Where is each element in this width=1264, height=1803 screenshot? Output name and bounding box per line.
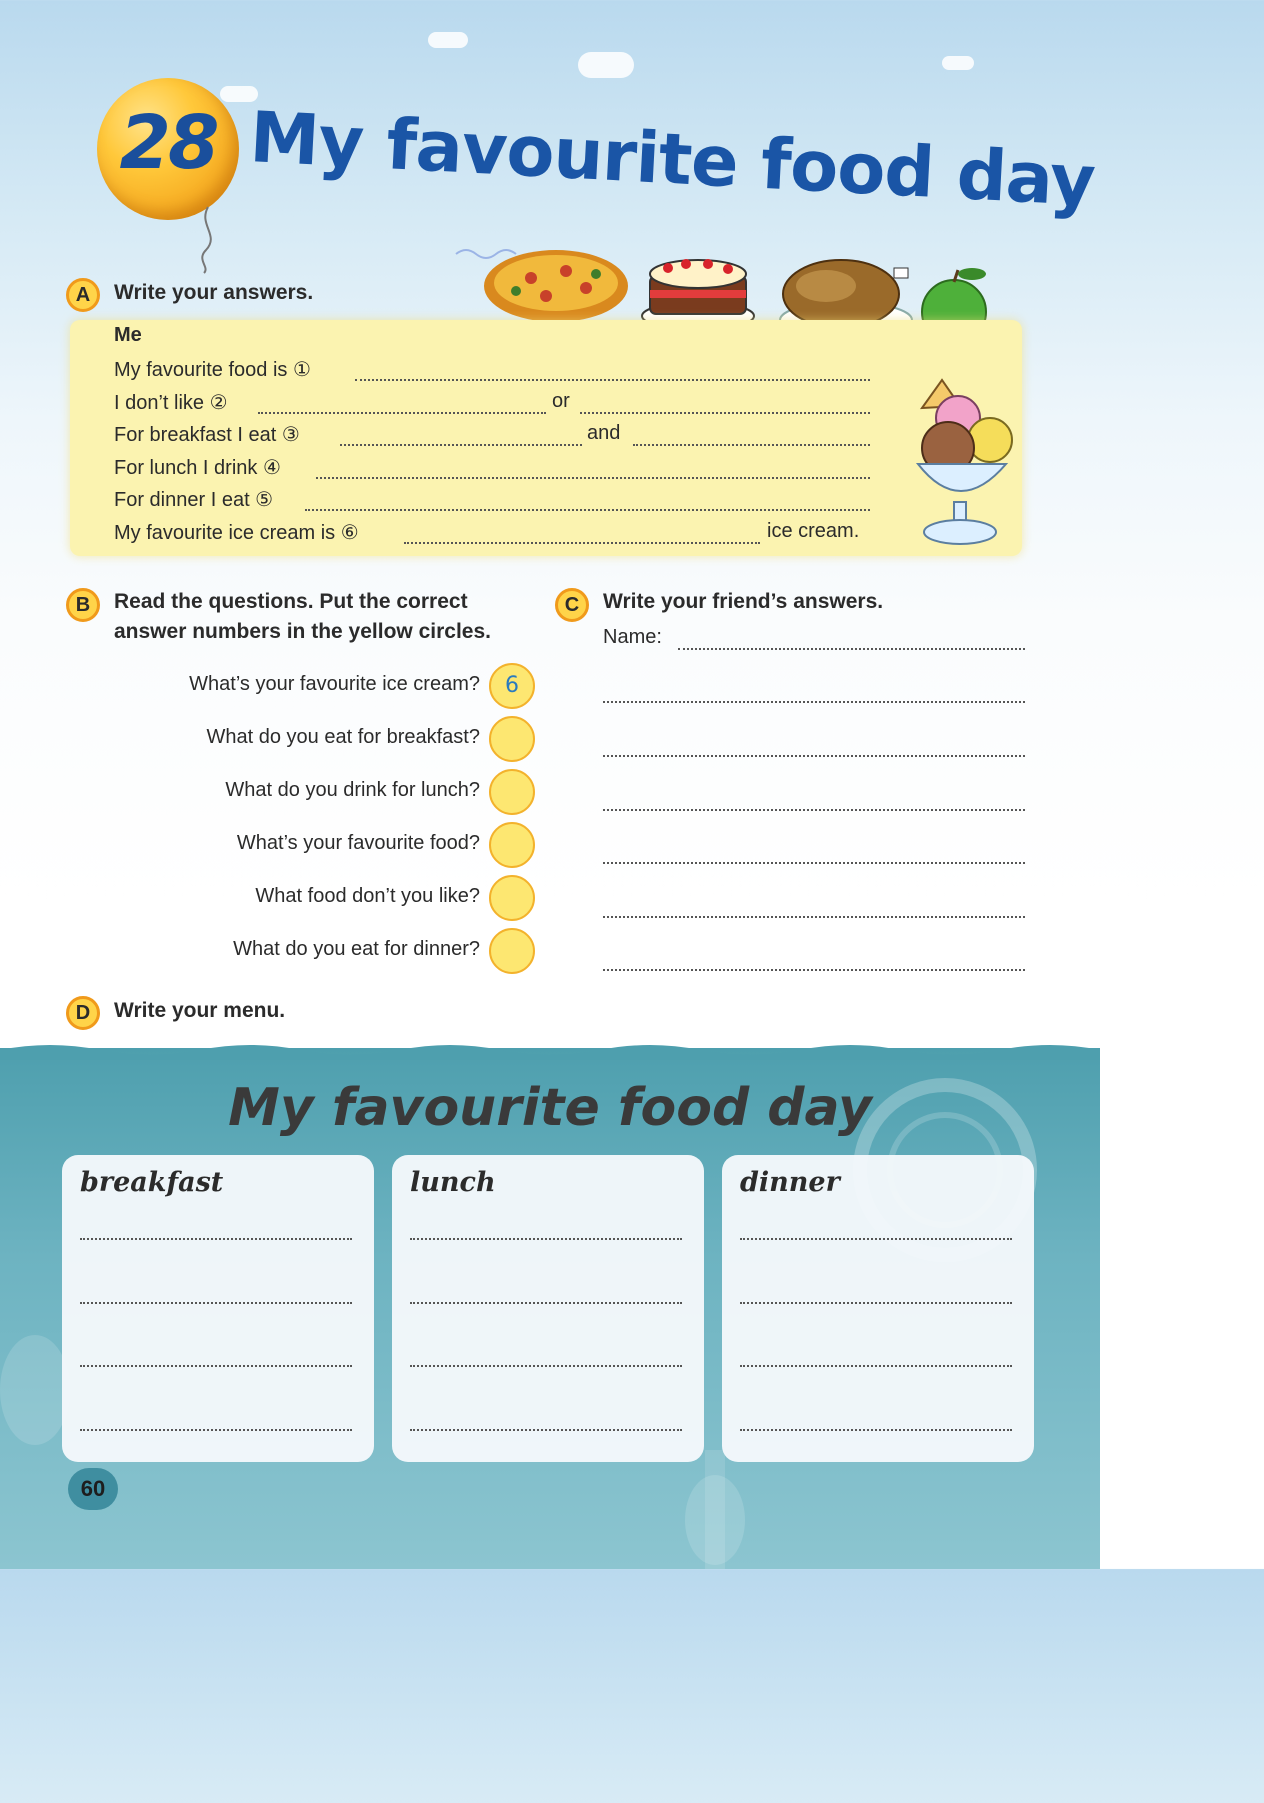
- answer-circle-3[interactable]: [489, 769, 535, 815]
- me-heading: Me: [114, 324, 142, 346]
- question-1: What’s your favourite ice cream?: [189, 673, 480, 695]
- menu-card-label: lunch: [410, 1167, 496, 1198]
- answer-circle-6[interactable]: [489, 928, 535, 974]
- menu-line[interactable]: [740, 1429, 1012, 1431]
- answer-circle-1-value: 6: [505, 673, 519, 698]
- menu-line[interactable]: [410, 1429, 682, 1431]
- name-label: Name:: [603, 626, 662, 648]
- answer-line-3-label: For breakfast I eat ③: [114, 424, 300, 446]
- question-2: What do you eat for breakfast?: [206, 726, 480, 748]
- menu-line[interactable]: [80, 1238, 352, 1240]
- answer-field-3b[interactable]: [633, 444, 870, 446]
- friend-answer-line[interactable]: [603, 809, 1025, 811]
- answer-line-2-label: I don’t like ②: [114, 392, 228, 414]
- menu-line[interactable]: [740, 1365, 1012, 1367]
- unit-number: 28: [119, 100, 217, 186]
- answer-field-5[interactable]: [305, 509, 870, 511]
- balloon-string: [190, 205, 230, 275]
- friend-answer-line[interactable]: [603, 755, 1025, 757]
- answer-line-6-suffix: ice cream.: [767, 520, 860, 542]
- menu-line[interactable]: [80, 1302, 352, 1304]
- question-5: What food don’t you like?: [255, 885, 480, 907]
- menu-title: My favourite food day: [228, 1078, 872, 1138]
- menu-line[interactable]: [410, 1365, 682, 1367]
- menu-card-label: dinner: [740, 1167, 840, 1198]
- answer-field-2a[interactable]: [258, 412, 546, 414]
- menu-card-dinner: [722, 1155, 1034, 1462]
- answer-field-6[interactable]: [404, 542, 760, 544]
- answer-circle-2[interactable]: [489, 716, 535, 762]
- menu-line[interactable]: [410, 1302, 682, 1304]
- section-a-badge: A: [66, 278, 100, 312]
- answer-circle-5[interactable]: [489, 875, 535, 921]
- section-b-badge: B: [66, 588, 100, 622]
- menu-wavy-edge: [0, 1036, 1100, 1060]
- answer-line-3-and: and: [587, 422, 621, 444]
- section-a-title: Write your answers.: [114, 281, 314, 304]
- question-6: What do you eat for dinner?: [233, 938, 480, 960]
- page-number: 60: [68, 1468, 118, 1510]
- section-b-title-line2: answer numbers in the yellow circles.: [114, 620, 491, 643]
- answer-circle-1[interactable]: [489, 663, 535, 709]
- answer-field-3a[interactable]: [340, 444, 582, 446]
- menu-line[interactable]: [740, 1302, 1012, 1304]
- answer-line-1-label: My favourite food is ①: [114, 359, 311, 381]
- pizza-icon: [484, 250, 628, 322]
- ice-cream-icon: [902, 378, 1020, 556]
- section-b-title-line1: Read the questions. Put the correct: [114, 590, 468, 613]
- friend-answer-line[interactable]: [603, 969, 1025, 971]
- friend-answer-line[interactable]: [603, 916, 1025, 918]
- friend-name-field[interactable]: [678, 648, 1025, 650]
- answer-field-4[interactable]: [316, 477, 870, 479]
- question-3: What do you drink for lunch?: [225, 779, 480, 801]
- menu-line[interactable]: [740, 1238, 1012, 1240]
- friend-answer-line[interactable]: [603, 862, 1025, 864]
- answer-field-1[interactable]: [355, 379, 870, 381]
- friend-answer-line[interactable]: [603, 701, 1025, 703]
- cloud: [578, 52, 634, 78]
- answer-line-4-label: For lunch I drink ④: [114, 457, 281, 479]
- page-title: My favourite food day: [247, 96, 1097, 223]
- section-d-title: Write your menu.: [114, 999, 286, 1022]
- section-d-badge: D: [66, 996, 100, 1030]
- section-c-badge: C: [555, 588, 589, 622]
- menu-line[interactable]: [410, 1238, 682, 1240]
- answer-circle-4[interactable]: [489, 822, 535, 868]
- question-4: What’s your favourite food?: [236, 832, 480, 854]
- answer-line-2-or: or: [552, 390, 570, 412]
- menu-line[interactable]: [80, 1365, 352, 1367]
- cloud: [428, 32, 468, 48]
- menu-card-label: breakfast: [80, 1167, 224, 1198]
- cloud: [942, 56, 974, 70]
- menu-line[interactable]: [80, 1429, 352, 1431]
- answer-line-6-label: My favourite ice cream is ⑥: [114, 522, 359, 544]
- answer-field-2b[interactable]: [580, 412, 870, 414]
- answer-line-5-label: For dinner I eat ⑤: [114, 489, 274, 511]
- menu-card-lunch: [392, 1155, 704, 1462]
- menu-card-breakfast: [62, 1155, 374, 1462]
- section-c-title: Write your friend’s answers.: [603, 590, 884, 613]
